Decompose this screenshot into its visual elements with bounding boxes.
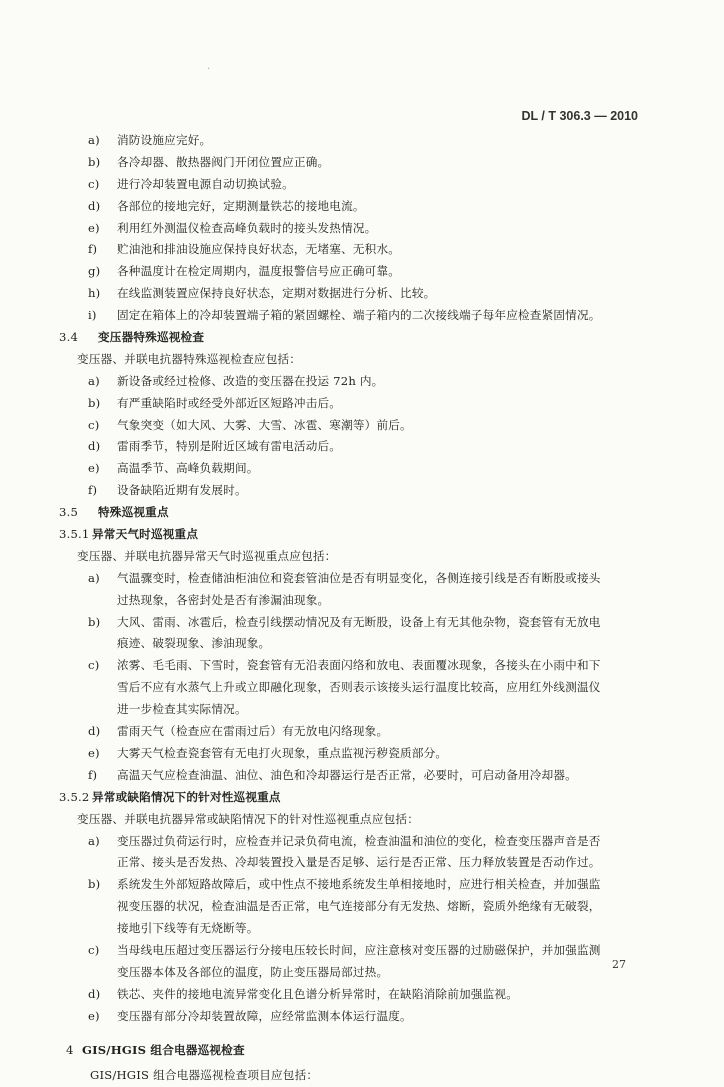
item-text: 大风、雷雨、冰雹后，检查引线摆动情况及有无断股，设备上有无其他杂物，瓷套管有无放电: [117, 614, 601, 629]
item-text: 雪后不应有水蒸气上升或立即融化现象，否则表示该接头运行温度比较高，应用红外线测温仪: [117, 680, 601, 695]
item-label: i): [88, 308, 97, 323]
list-item: [0, 568, 724, 590]
list-item: [0, 633, 724, 655]
item-label: c): [88, 417, 100, 432]
chapter-heading: [0, 1040, 724, 1062]
item-label: b): [88, 154, 101, 169]
list-item: [0, 590, 724, 612]
special-inspection-list: [0, 371, 724, 502]
item-label: b): [88, 877, 101, 892]
list-item: [0, 218, 724, 240]
item-label: a): [88, 133, 100, 147]
section-heading: [0, 327, 724, 349]
item-label: b): [88, 395, 101, 410]
item-text: 贮油池和排油设施应保持良好状态，无堵塞、无积水。: [117, 242, 401, 257]
scan-mark: ·: [207, 64, 211, 75]
item-text: 正常、接头是否发热、冷却装置投入量是否足够、运行是否正常、压力释放装置是否动作过。: [117, 855, 601, 870]
list-item: [0, 699, 724, 721]
section-number: 3.5.1: [59, 527, 90, 542]
item-label: g): [88, 264, 101, 279]
item-text: 进行冷却装置电源自动切换试验。: [117, 176, 294, 191]
list-item: [0, 283, 724, 305]
item-text: 视变压器的状况，检查油温是否正常，电气连接部分有无发热、熔断，瓷质外绝缘有无破裂，: [117, 899, 601, 914]
section-number: 3.4: [59, 330, 79, 345]
item-text: 当母线电压超过变压器运行分接电压较长时间，应注意核对变压器的过励磁保护，并加强监测: [117, 942, 601, 957]
list-item: [0, 612, 724, 634]
weather-inspection-list: [0, 568, 724, 787]
list-item: [0, 721, 724, 743]
item-label: a): [88, 373, 100, 388]
list-item: [0, 831, 724, 853]
item-text: 接地引下线等有无烧断等。: [117, 921, 259, 936]
item-text: 固定在箱体上的冷却装置端子箱的紧固螺栓、端子箱内的二次接线端子每年应检查紧固情况。: [117, 308, 601, 323]
item-label: f): [88, 242, 98, 257]
list-item: [0, 305, 724, 327]
item-label: d): [88, 986, 101, 1001]
section-title: 异常或缺陷情况下的针对性巡视重点: [92, 789, 281, 804]
item-text: 雷雨天气（检查应在雷雨过后）有无放电闪络现象。: [117, 724, 389, 739]
list-item: [0, 480, 724, 502]
item-text: 过热现象，各密封处是否有渗漏油现象。: [117, 592, 330, 607]
list-item: [0, 874, 724, 896]
item-label: f): [88, 767, 98, 782]
list-item: [0, 261, 724, 283]
list-item: [0, 152, 724, 174]
item-text: 浓雾、毛毛雨、下雪时，瓷套管有无沿表面闪络和放电、表面覆冰现象，各接头在小雨中和下: [117, 658, 601, 673]
section-number: 3.5: [59, 505, 79, 520]
item-text: 有严重缺陷时或经受外部近区短路冲击后。: [117, 395, 342, 410]
list-item: [0, 130, 724, 152]
item-text: 大雾天气检查瓷套管有无电打火现象，重点监视污秽瓷质部分。: [117, 745, 448, 760]
item-text: 变压器本体及各部位的温度，防止变压器局部过热。: [117, 964, 389, 979]
item-text: 变压器有部分冷却装置故障，应经常监测本体运行温度。: [117, 1008, 412, 1023]
subsection-heading: [0, 787, 724, 809]
item-text: 在线监测装置应保持良好状态，定期对数据进行分析、比较。: [117, 286, 436, 301]
section-intro: GIS/HGIS 组合电器巡视检查项目应包括：: [90, 1068, 319, 1083]
item-text: 系统发生外部短路故障后，或中性点不接地系统发生单相接地时，应进行相关检查，并加强监: [117, 877, 601, 892]
item-text: 高温季节、高峰负载期间。: [117, 461, 259, 476]
section-title: 异常天气时巡视重点: [92, 527, 199, 542]
item-text: 消防设施应完好。: [117, 133, 212, 147]
item-label: c): [88, 176, 100, 191]
list-item: [0, 393, 724, 415]
item-text: 利用红外测温仪检查高峰负载时的接头发热情况。: [117, 220, 377, 235]
page-number: 27: [612, 958, 626, 971]
list-item: [0, 765, 724, 787]
item-label: e): [88, 1008, 100, 1023]
item-label: d): [88, 439, 101, 454]
item-text: 雷雨季节，特别是附近区域有雷电活动后。: [117, 439, 342, 454]
item-label: b): [88, 614, 101, 629]
item-label: e): [88, 745, 100, 760]
list-item: [0, 918, 724, 940]
list-item: [0, 677, 724, 699]
item-label: e): [88, 461, 100, 476]
item-label: e): [88, 220, 100, 235]
item-text: 变压器过负荷运行时，应检查并记录负荷电流，检查油温和油位的变化，检查变压器声音是否: [117, 833, 601, 848]
item-label: c): [88, 658, 100, 673]
item-text: 气象突变（如大风、大雾、大雪、冰雹、寒潮等）前后。: [117, 417, 412, 432]
list-item: [0, 371, 724, 393]
item-label: a): [88, 833, 100, 848]
subsection-heading: [0, 524, 724, 546]
item-text: 高温天气应检查油温、油位、油色和冷却器运行是否正常，必要时，可启动备用冷却器。: [117, 767, 577, 782]
item-label: h): [88, 286, 101, 301]
list-item: [0, 458, 724, 480]
list-item: [0, 655, 724, 677]
list-item: [0, 415, 724, 437]
chapter-title: GIS/HGIS 组合电器巡视检查: [82, 1042, 245, 1057]
list-item: [0, 743, 724, 765]
item-label: c): [88, 942, 100, 957]
defect-inspection-list: [0, 831, 724, 1028]
section-title: 特殊巡视重点: [98, 505, 169, 520]
list-item: [0, 984, 724, 1006]
item-label: d): [88, 198, 101, 213]
item-text: 气温骤变时，检查储油柜油位和瓷套管油位是否有明显变化，各侧连接引线是否有断股或接头: [117, 570, 601, 585]
chapter-number: 4: [66, 1042, 74, 1057]
section-intro: 变压器、并联电抗器异常天气时巡视重点应包括：: [77, 548, 337, 563]
standard-code: DL / T 306.3 — 2010: [521, 109, 638, 123]
list-item: [0, 174, 724, 196]
item-text: 各冷却器、散热器阀门开闭位置应正确。: [117, 154, 330, 169]
item-text: 痕迹、破裂现象、渗油现象。: [117, 636, 271, 651]
item-text: 进一步检查其实际情况。: [117, 702, 247, 717]
item-label: f): [88, 483, 98, 498]
item-text: 各部位的接地完好，定期测量铁芯的接地电流。: [117, 198, 365, 213]
list-item: [0, 239, 724, 261]
page-content: [0, 130, 724, 1087]
section-intro: 变压器、并联电抗器异常或缺陷情况下的针对性巡视重点应包括：: [77, 811, 420, 826]
list-item: [0, 196, 724, 218]
list-item: [0, 436, 724, 458]
item-text: 各种温度计在检定周期内，温度报警信号应正确可靠。: [117, 264, 401, 279]
section-intro: 变压器、并联电抗器特殊巡视检查应包括：: [77, 351, 302, 366]
item-text: 新设备或经过检修、改造的变压器在投运 72h 内。: [117, 373, 384, 388]
list-item: [0, 896, 724, 918]
section-heading: [0, 502, 724, 524]
item-label: d): [88, 724, 101, 739]
section-title: 变压器特殊巡视检查: [98, 330, 205, 345]
item-label: a): [88, 570, 100, 585]
list-item: [0, 852, 724, 874]
item-text: 铁芯、夹件的接地电流异常变化且色谱分析异常时，在缺陷消除前加强监视。: [117, 986, 518, 1001]
item-text: 设备缺陷近期有发展时。: [117, 483, 247, 498]
section-number: 3.5.2: [59, 789, 90, 804]
checklist-continued: [0, 130, 724, 327]
list-item: [0, 1006, 724, 1028]
